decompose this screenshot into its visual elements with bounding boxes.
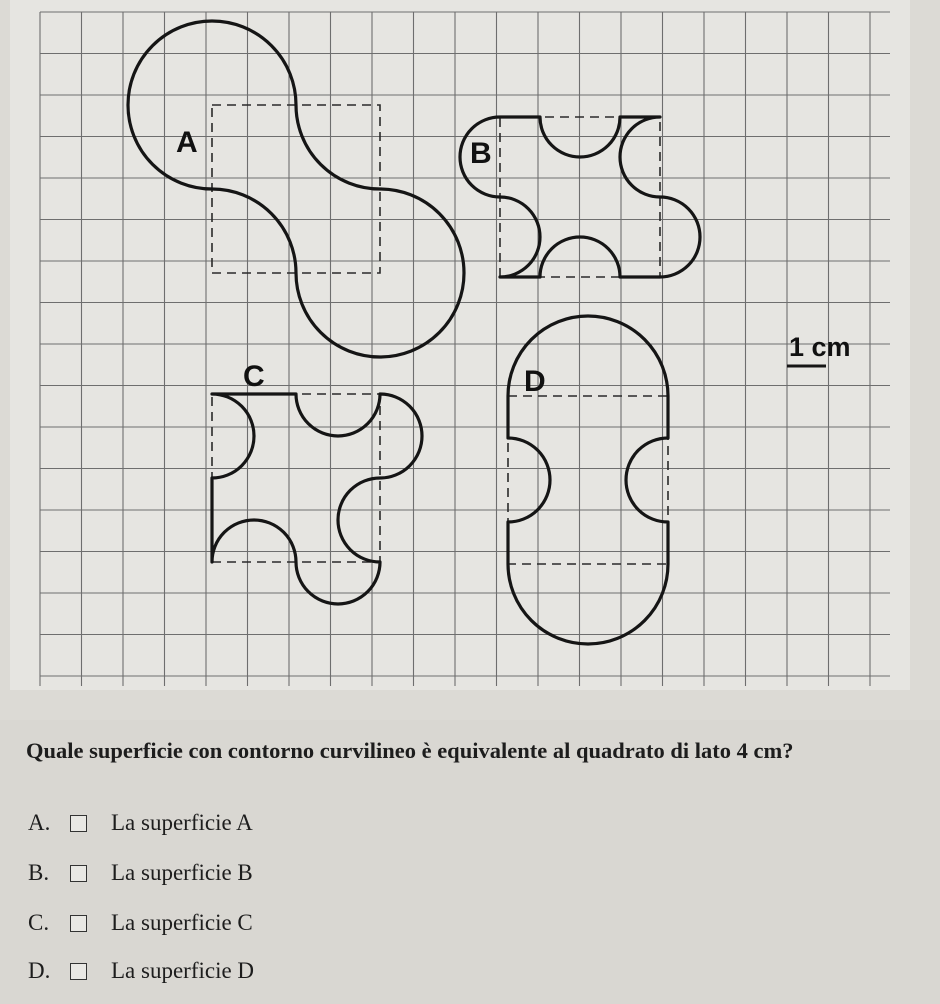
option-text: La superficie D <box>111 958 255 983</box>
label-a: A <box>176 126 198 159</box>
option-a[interactable] <box>28 808 253 838</box>
option-checkbox[interactable] <box>70 963 87 980</box>
option-text: La superficie A <box>111 810 253 835</box>
label-d: D <box>524 365 546 398</box>
option-checkbox[interactable] <box>70 915 87 932</box>
option-letter: B. <box>28 860 50 885</box>
option-text: La superficie C <box>111 910 253 935</box>
option-letter: C. <box>28 910 50 935</box>
unit-label: 1 cm <box>789 332 851 362</box>
option-letter: A. <box>28 810 51 835</box>
option-checkbox[interactable] <box>70 815 87 832</box>
label-b: B <box>470 137 492 170</box>
option-c[interactable] <box>28 908 253 938</box>
option-b[interactable] <box>28 858 253 888</box>
question-text: Quale superficie con contorno curvilineo è equivalente al quadrato di lato 4 cm? <box>26 738 794 763</box>
option-checkbox[interactable] <box>70 865 87 882</box>
option-d[interactable] <box>28 956 254 986</box>
unit-scale <box>787 332 851 366</box>
option-letter: D. <box>28 958 51 983</box>
option-text: La superficie B <box>111 860 253 885</box>
label-c: C <box>243 360 265 393</box>
